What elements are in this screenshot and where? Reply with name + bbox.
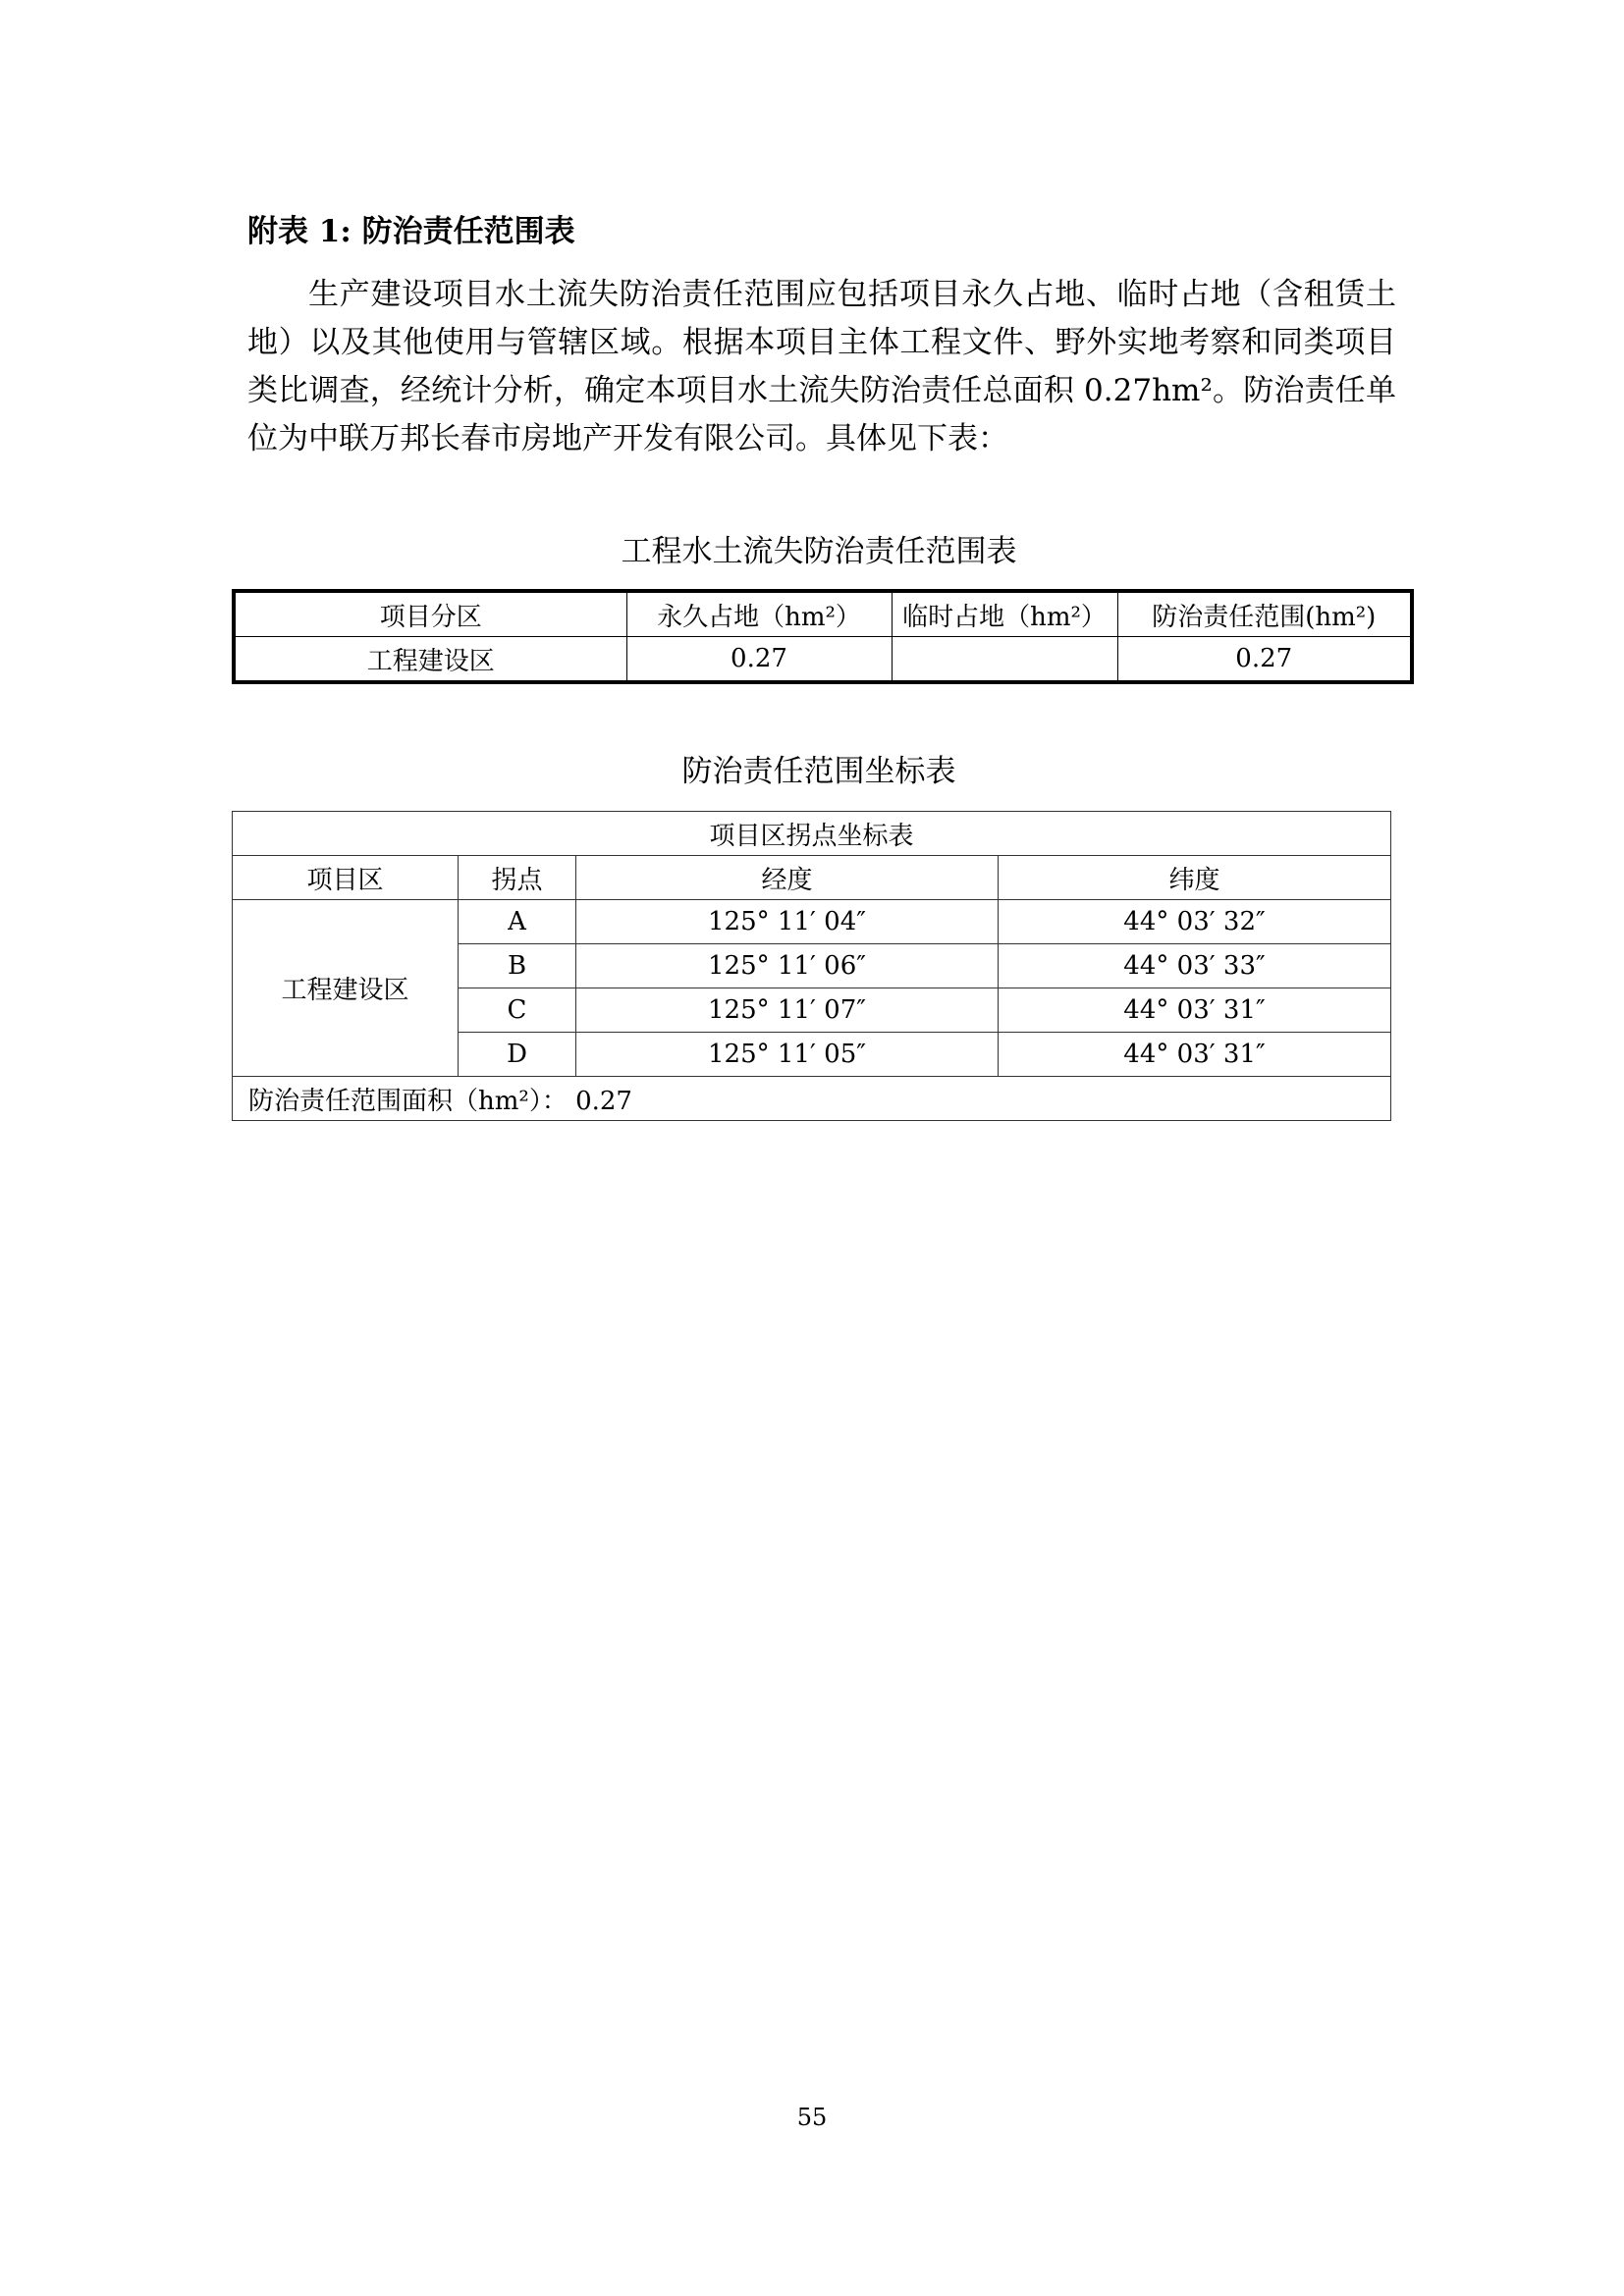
table2-header-cell: 项目区: [233, 856, 459, 900]
page-number: 55: [796, 2104, 828, 2131]
body-paragraph-container: [247, 271, 1396, 463]
table1-cell: 工程建设区: [234, 637, 626, 683]
table2-cell: 44° 03′ 32″: [999, 900, 1391, 944]
table1-cell: 0.27: [1117, 637, 1412, 683]
table2-row: [233, 900, 1391, 944]
coordinates-table: [232, 811, 1391, 1121]
appendix-heading: 附表 1: 防治责任范围表: [247, 214, 575, 249]
table2-header-cell: 经度: [576, 856, 999, 900]
body-paragraph: 生产建设项目水土流失防治责任范围应包括项目永久占地、临时占地（含租赁土地）以及其他使用与管辖区域。根据本项目主体工程文件、野外实地考察和同类项目类比调查，经统计分析，确定本项目水土流失防治责任总面积 0.27hm²。防治责任单位为中联万邦长春市房地产开发有限公司。具体见下表：: [247, 277, 1396, 456]
table2-cell: A: [459, 900, 576, 944]
table2-cell: 125° 11′ 04″: [576, 900, 999, 944]
table2-subtitle: 项目区拐点坐标表: [233, 812, 1391, 856]
table1-header-cell: 防治责任范围(hm²): [1117, 591, 1412, 637]
table2-subtitle-row: [233, 812, 1391, 856]
table2-cell: 44° 03′ 31″: [999, 988, 1391, 1033]
table1-header-cell: 项目分区: [234, 591, 626, 637]
table2-header-cell: 纬度: [999, 856, 1391, 900]
table1-header-cell: 永久占地（hm²）: [626, 591, 892, 637]
table1-cell: [892, 637, 1117, 683]
table2-footer: 防治责任范围面积（hm²）： 0.27: [233, 1077, 1391, 1121]
table2-cell: 125° 11′ 06″: [576, 944, 999, 988]
table2-header-row: [233, 856, 1391, 900]
table1-header-cell: 临时占地（hm²）: [892, 591, 1117, 637]
table2-area-cell: 工程建设区: [233, 900, 459, 1077]
table2-footer-row: [233, 1077, 1391, 1121]
table2-cell: C: [459, 988, 576, 1033]
table1-row: [234, 637, 1412, 683]
table1-caption: 工程水土流失防治责任范围表: [621, 534, 1017, 569]
table2-cell: 44° 03′ 31″: [999, 1033, 1391, 1077]
table2-cell: D: [459, 1033, 576, 1077]
table2-caption: 防治责任范围坐标表: [681, 754, 956, 789]
table2-cell: 44° 03′ 33″: [999, 944, 1391, 988]
responsibility-scope-table: [232, 589, 1414, 684]
table2-cell: 125° 11′ 05″: [576, 1033, 999, 1077]
table2-cell: 125° 11′ 07″: [576, 988, 999, 1033]
table1-cell: 0.27: [626, 637, 892, 683]
table2-header-cell: 拐点: [459, 856, 576, 900]
table1-header-row: [234, 591, 1412, 637]
table2-cell: B: [459, 944, 576, 988]
